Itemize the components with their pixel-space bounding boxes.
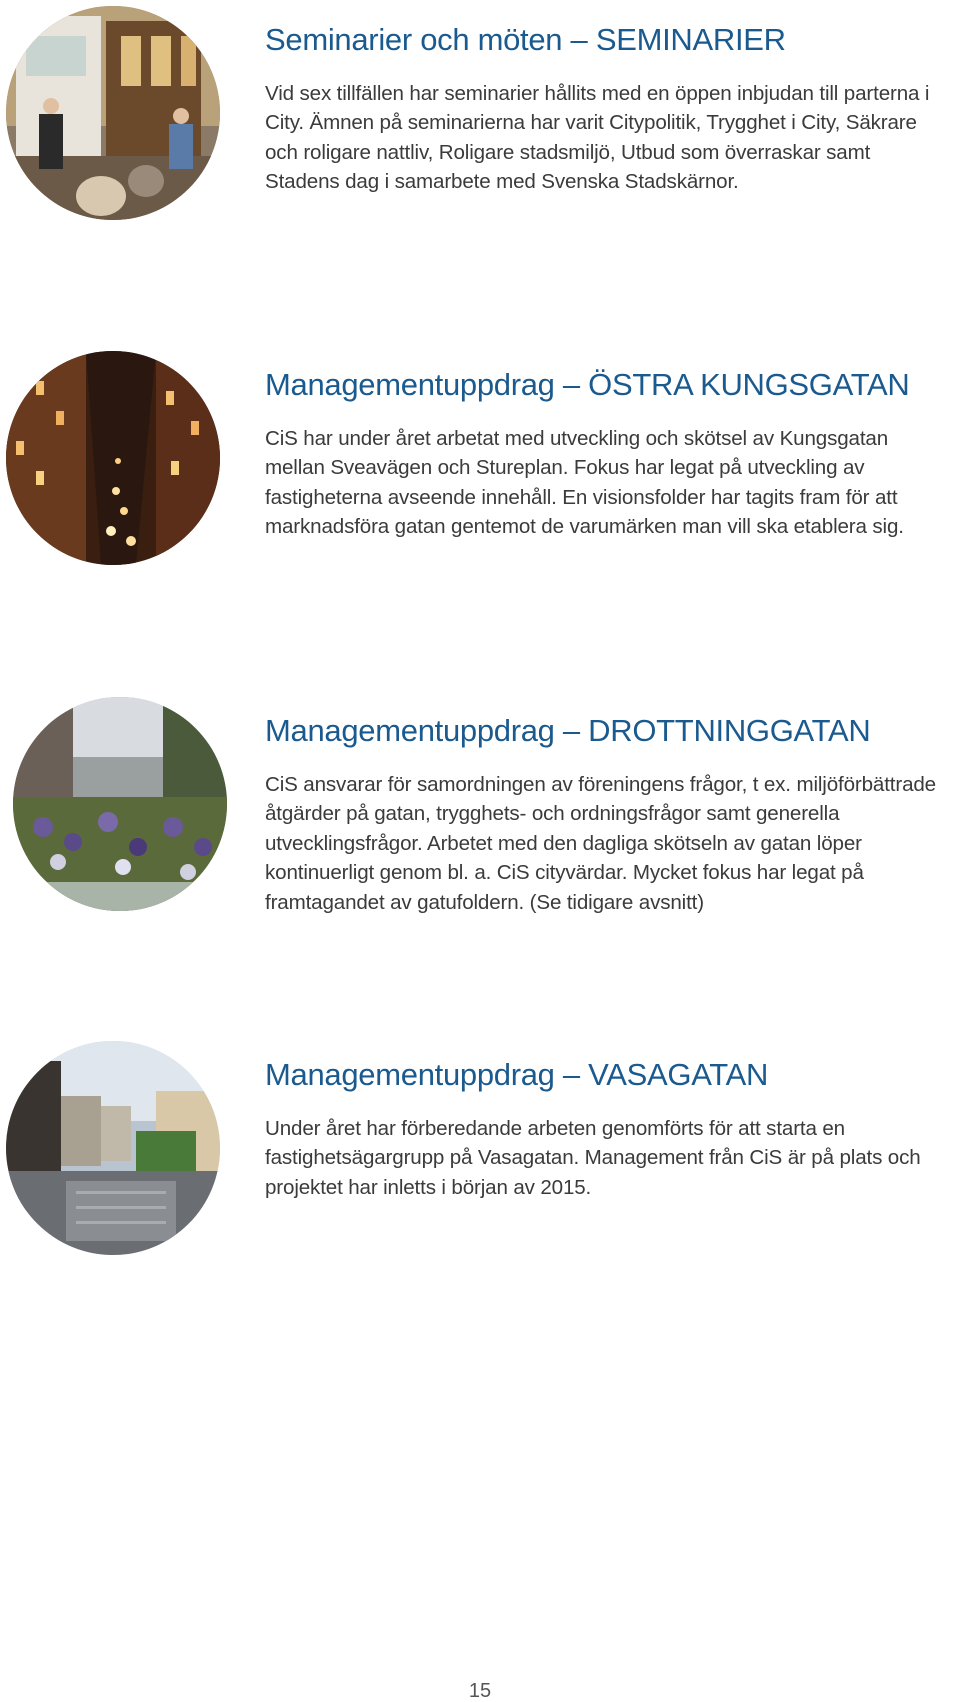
seminar-photo <box>6 6 220 220</box>
kungsgatan-image <box>6 351 220 565</box>
vasagatan-photo <box>6 1041 220 1255</box>
drottninggatan-photo <box>13 697 227 911</box>
section-body: Under året har förberedande arbeten genomförts för att starta en fastighetsägargrupp på Vasagatan. Management från CiS är på plats och projektet har inletts i början av 2015. <box>265 1117 921 1199</box>
seminar-image <box>6 6 220 220</box>
section-title: Seminarier och möten – SEMINARIER <box>265 22 786 57</box>
section-title: Managementuppdrag – VASAGATAN <box>265 1057 769 1092</box>
page-number: 15 <box>468 1680 492 1702</box>
section-title: Managementuppdrag – DROTTNINGGATAN <box>265 713 871 748</box>
section-title: Managementuppdrag – ÖSTRA KUNGSGATAN <box>265 367 910 402</box>
section-body: CiS har under året arbetat med utveckling och skötsel av Kungsgatan mellan Sveavägen och Stureplan. Fokus har legat på utveckling av fastigheterna avseende innehåll. En visionsfolder har tagits fram för att marknadsföra gatan gentemot de varumärken man vill ska etablera sig. <box>265 427 904 539</box>
vasagatan-image <box>6 1041 220 1255</box>
drottninggatan-image <box>13 697 227 911</box>
section-body: CiS ansvarar för samordningen av föreningens frågor, t ex. miljöförbättrade åtgärder på gatan, trygghets- och ordningsfrågor samt generella utvecklingsfrågor. Arbetet med den dagliga skötseln av gatan löper kontinuerligt genom bl. a. CiS cityvärdar. Mycket fokus har legat på framtagandet av gatufoldern. (Se tidigare avsnitt) <box>265 773 936 914</box>
section-body: Vid sex tillfällen har seminarier hållits med en öppen inbjudan till parterna i City. Ämnen på seminarierna har varit Citypolitik, Trygghet i City, Säkrare och roligare nattliv, Roligare stadsmiljö, Utbud som överraskar samt Stadens dag i samarbete med Svenska Stadskärnor. <box>265 82 930 194</box>
kungsgatan-photo <box>6 351 220 565</box>
